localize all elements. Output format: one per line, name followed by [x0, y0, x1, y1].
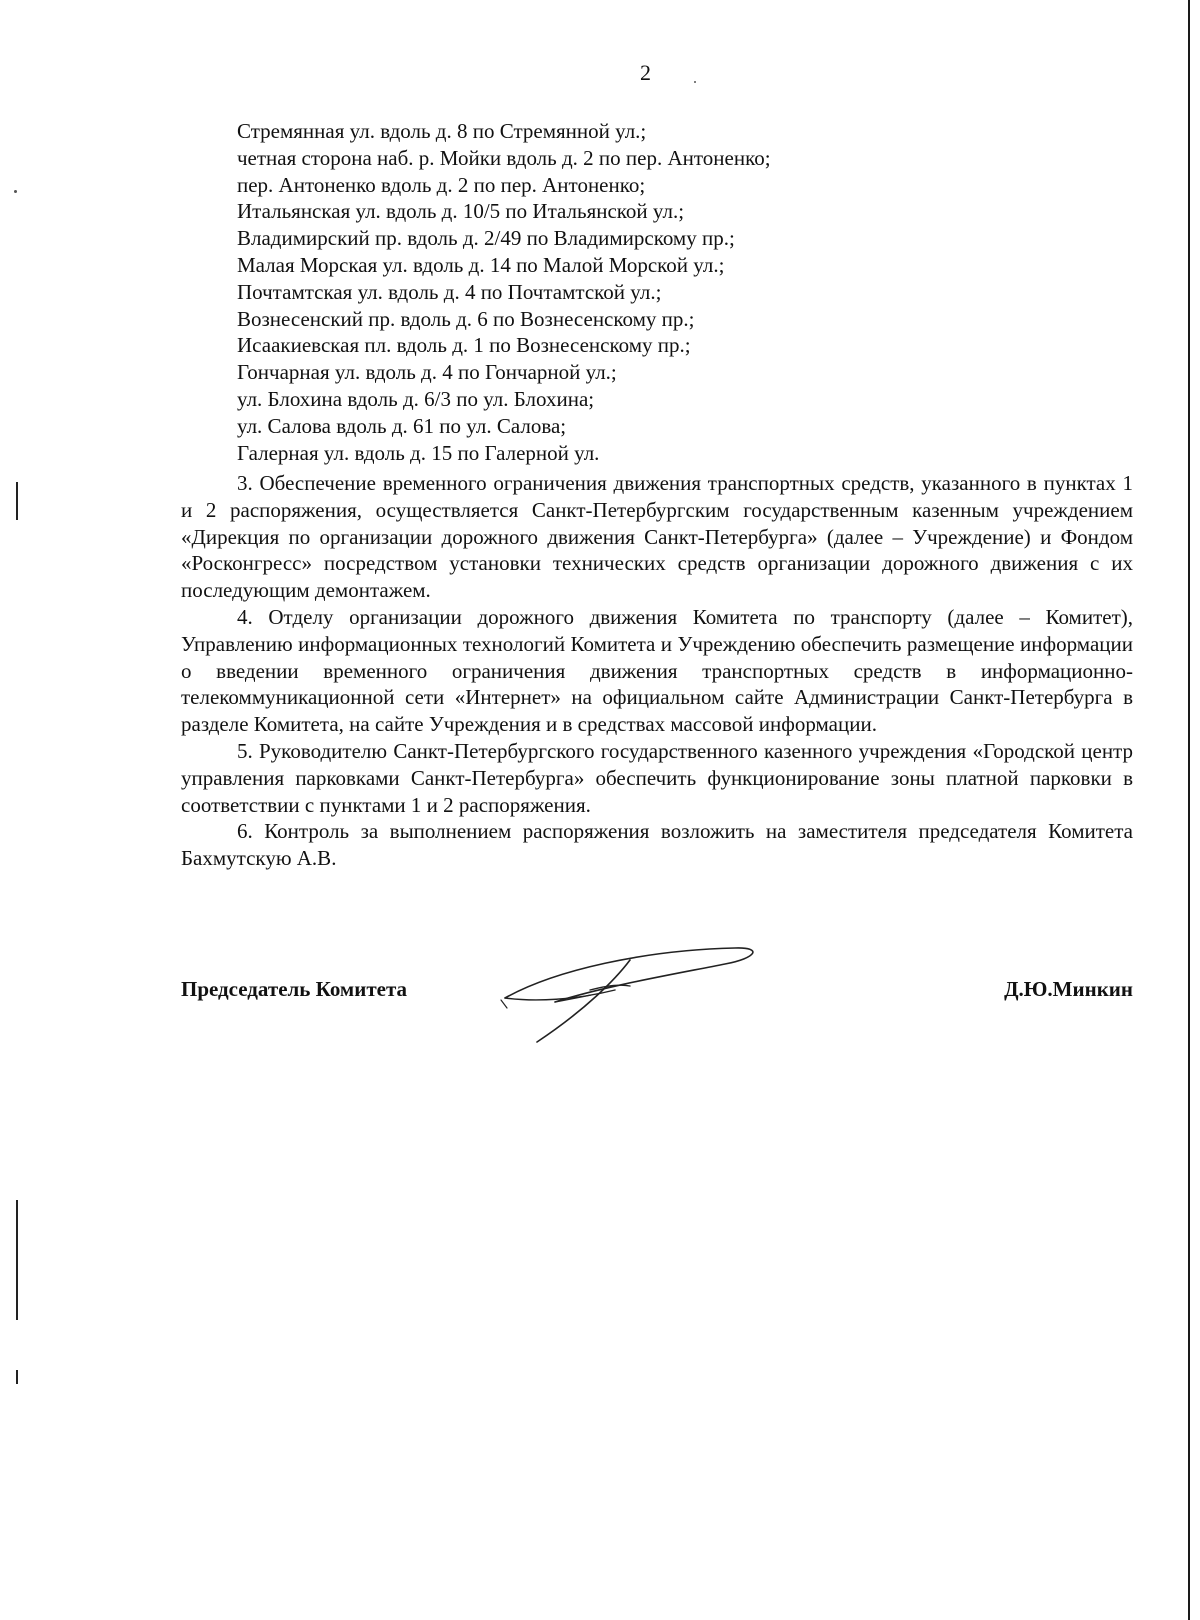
address-item: Стремянная ул. вдоль д. 8 по Стремянной ул.;: [237, 119, 647, 143]
address-item: Малая Морская ул. вдоль д. 14 по Малой Морской ул.;: [237, 252, 725, 277]
address-item: Вознесенский пр. вдоль д. 6 по Вознесенскому пр.;: [237, 306, 695, 331]
scan-right-border: [1188, 0, 1190, 1620]
address-item: Гончарная ул. вдоль д. 4 по Гончарной ул.;: [237, 360, 617, 385]
signature-block: [181, 960, 1133, 1080]
paragraph-5: 5. Руководителю Санкт-Петербургского государственного казенного учреждения «Городской центр управления парковками Санкт-Петербурга» обеспечить функционирование зоны платной парковки в соответствии с пунктами 1 и 2 распоряжения.: [181, 738, 1133, 817]
signatory-name: Д.Ю.Минкин: [1004, 977, 1133, 1001]
scan-margin-mark: [16, 482, 18, 520]
scan-margin-mark: [16, 1370, 18, 1384]
signatory-title: Председатель Комитета: [181, 977, 408, 1001]
address-item: Исаакиевская пл. вдоль д. 1 по Вознесенскому пр.;: [237, 333, 691, 358]
address-list: [237, 118, 1137, 466]
address-item: Почтамтская ул. вдоль д. 4 по Почтамтской ул.;: [237, 279, 662, 304]
paragraph-4: 4. Отделу организации дорожного движения Комитета по транспорту (далее – Комитет), Управлению информационных технологий Комитета и Учреждению обеспечить размещение информации о введении временного ограничения движения транспортных средств в информационно-телекоммуникационной сети «Интернет» на официальном сайте Администрации Санкт-Петербурга в разделе Комитета, на сайте Учреждения и в средствах массовой информации.: [181, 604, 1133, 737]
page-number: 2: [640, 60, 651, 85]
address-item: ул. Блохина вдоль д. 6/3 по ул. Блохина;: [237, 386, 595, 411]
address-item: ул. Салова вдоль д. 61 по ул. Салова;: [237, 413, 567, 438]
handwritten-signature: [495, 940, 765, 1050]
paragraph-3: 3. Обеспечение временного ограничения движения транспортных средств, указанного в пунктах 1 и 2 распоряжения, осуществляется Санкт-Петербургским государственным казенным учреждением «Дирекция по организации дорожного движения Санкт-Петербурга» (далее – Учреждение) и Фондом «Росконгресс» посредством установки технических средств организации дорожного движения с их последующим демонтажем.: [181, 471, 1133, 603]
address-item: Итальянская ул. вдоль д. 10/5 по Итальянской ул.;: [237, 199, 685, 224]
paragraph-6: 6. Контроль за выполнением распоряжения возложить на заместителя председателя Комитета Бахмутскую А.В.: [181, 819, 1133, 871]
address-item: четная сторона наб. р. Мойки вдоль д. 2 по пер. Антоненко;: [237, 145, 771, 170]
scan-speck: [14, 190, 17, 193]
scan-speck: [694, 81, 696, 83]
address-item: Владимирский пр. вдоль д. 2/49 по Владимирскому пр.;: [237, 226, 735, 251]
document-body: [181, 470, 1133, 872]
address-item: пер. Антоненко вдоль д. 2 по пер. Антоненко;: [237, 172, 646, 197]
address-item: Галерная ул. вдоль д. 15 по Галерной ул.: [237, 440, 600, 465]
scan-margin-mark: [16, 1200, 18, 1320]
